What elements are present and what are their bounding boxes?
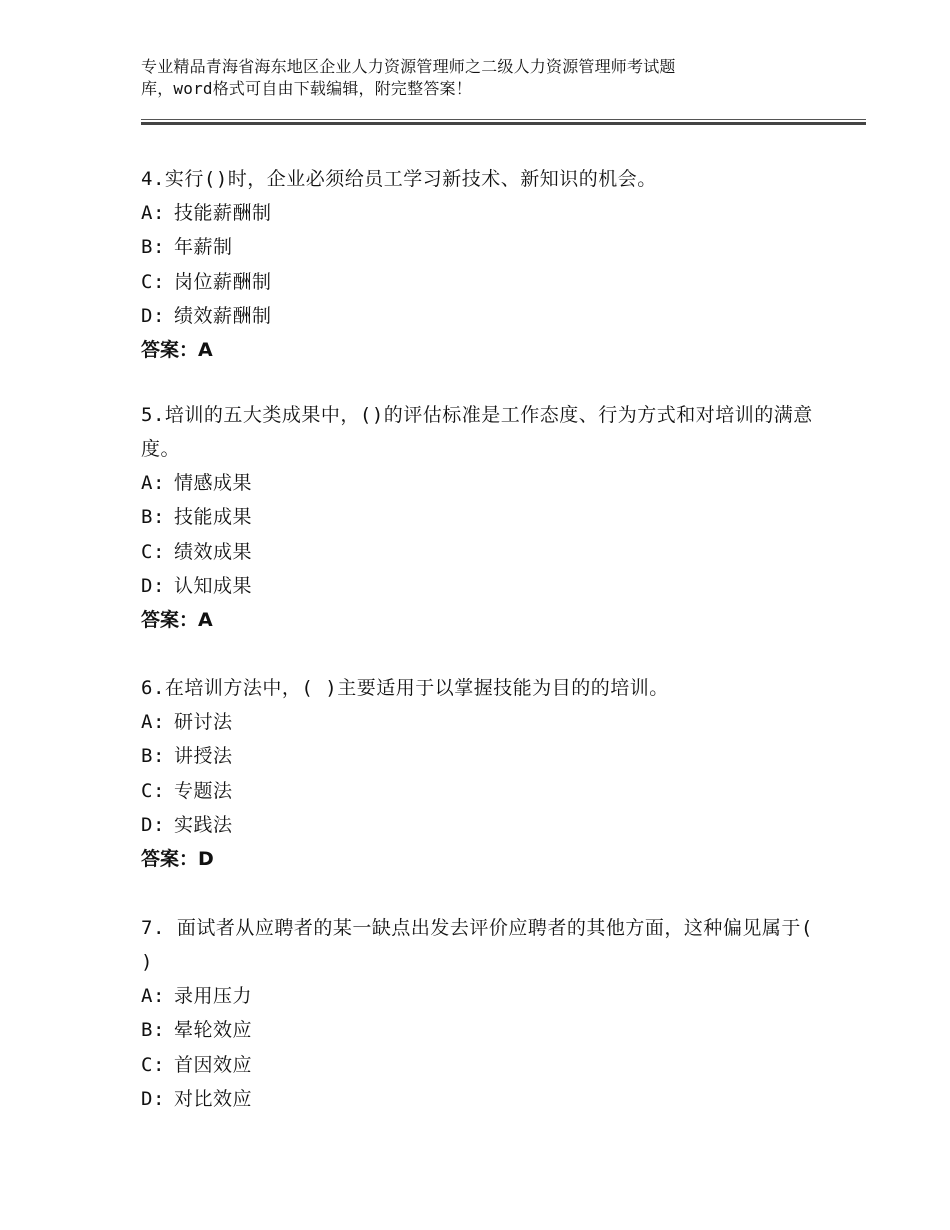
option-b — [141, 739, 821, 773]
question-7 — [141, 911, 821, 1116]
option-text: 专题法 — [174, 779, 233, 802]
option-text: 研讨法 — [174, 711, 233, 733]
option-letter: B: — [141, 506, 165, 529]
answer-line: 答案：D — [141, 848, 214, 871]
option-letter: D: — [141, 813, 165, 836]
option-text: 情感成果 — [174, 472, 253, 494]
question-6 — [141, 671, 821, 876]
option-text: 对比效应 — [174, 1087, 253, 1110]
option-a — [141, 705, 821, 739]
option-letter: A: — [141, 985, 165, 1007]
option-b — [141, 1013, 821, 1047]
header-rule-thin — [141, 119, 866, 120]
option-d — [141, 299, 821, 333]
option-c — [141, 1048, 821, 1082]
option-c — [141, 535, 821, 569]
option-b — [141, 500, 821, 534]
option-letter: A: — [141, 711, 165, 733]
answer-line: 答案：A — [141, 339, 213, 362]
question-4 — [141, 162, 821, 367]
option-text: 岗位薪酬制 — [174, 270, 272, 293]
header-line-2: 库，word格式可自由下载编辑，附完整答案！ — [141, 79, 472, 98]
option-letter: C: — [141, 1053, 165, 1076]
option-text: 录用压力 — [174, 985, 253, 1007]
option-letter: C: — [141, 540, 165, 563]
document-header — [141, 56, 781, 100]
option-c — [141, 774, 821, 808]
option-a — [141, 196, 821, 230]
option-text: 讲授法 — [174, 745, 233, 768]
option-text: 技能成果 — [174, 506, 253, 529]
option-text: 绩效薪酬制 — [174, 304, 272, 327]
header-line-1: 专业精品青海省海东地区企业人力资源管理师之二级人力资源管理师考试题 — [141, 57, 676, 76]
option-d — [141, 808, 821, 842]
option-letter: D: — [141, 1087, 165, 1110]
question-stem: 5.培训的五大类成果中，()的评估标准是工作态度、行为方式和对培训的满意度。 — [141, 404, 813, 460]
option-text: 绩效成果 — [174, 540, 253, 563]
question-stem: 7. 面试者从应聘者的某一缺点出发去评价应聘者的其他方面，这种偏见属于( ) — [141, 917, 813, 973]
option-letter: A: — [141, 202, 165, 224]
option-text: 年薪制 — [174, 236, 233, 259]
option-letter: B: — [141, 236, 165, 259]
option-letter: A: — [141, 472, 165, 494]
header-rule-thick — [141, 122, 866, 125]
option-letter: D: — [141, 574, 165, 597]
option-text: 技能薪酬制 — [174, 202, 272, 224]
option-text: 首因效应 — [174, 1053, 253, 1076]
option-letter: B: — [141, 745, 165, 768]
option-text: 晕轮效应 — [174, 1019, 253, 1042]
option-c — [141, 265, 821, 299]
option-a — [141, 466, 821, 500]
option-letter: B: — [141, 1019, 165, 1042]
question-stem: 6.在培训方法中，( )主要适用于以掌握技能为目的的培训。 — [141, 677, 669, 699]
option-text: 实践法 — [174, 813, 233, 836]
option-letter: C: — [141, 270, 165, 293]
option-letter: C: — [141, 779, 165, 802]
option-d — [141, 1082, 821, 1116]
option-b — [141, 230, 821, 264]
answer-line: 答案：A — [141, 609, 213, 632]
option-text: 认知成果 — [174, 574, 253, 597]
question-5 — [141, 398, 821, 637]
option-d — [141, 569, 821, 603]
option-a — [141, 979, 821, 1013]
option-letter: D: — [141, 304, 165, 327]
question-stem: 4.实行()时，企业必须给员工学习新技术、新知识的机会。 — [141, 168, 657, 190]
